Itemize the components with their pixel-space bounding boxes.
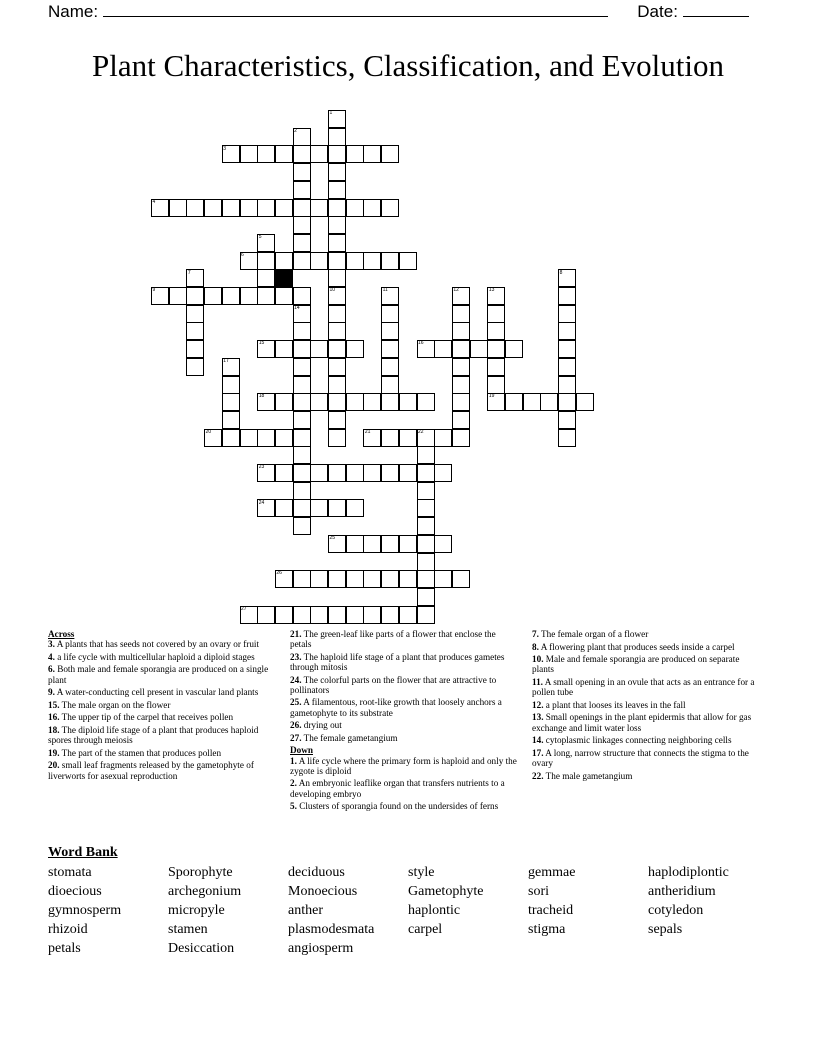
crossword-cell[interactable] bbox=[310, 464, 328, 482]
word-bank-item: archegonium bbox=[168, 884, 242, 899]
crossword-cell[interactable] bbox=[434, 464, 452, 482]
crossword-cell[interactable] bbox=[505, 393, 523, 411]
crossword-cell[interactable] bbox=[381, 570, 399, 588]
clue-down-22: 22. The male gametangium bbox=[532, 770, 633, 781]
clue-across-4: 4. a life cycle with multicellular haploid a diploid stages bbox=[48, 651, 255, 662]
across-heading: Across bbox=[48, 629, 75, 639]
crossword-cell[interactable] bbox=[293, 252, 311, 270]
word-bank-item: carpel bbox=[408, 922, 443, 937]
crossword-cell[interactable] bbox=[399, 252, 417, 270]
crossword-cell[interactable] bbox=[558, 411, 576, 429]
clue-down-11: 11. A small opening in an ovule that acts as an entrance for a pollen tube bbox=[532, 676, 755, 698]
clue-across-6: 6. Both male and female sporangia are produced on a single plant bbox=[48, 664, 269, 685]
crossword-cell[interactable] bbox=[328, 411, 346, 429]
crossword-cell[interactable] bbox=[363, 570, 381, 588]
crossword-cell[interactable] bbox=[222, 287, 240, 305]
crossword-cell[interactable] bbox=[328, 305, 346, 323]
crossword-cell[interactable] bbox=[417, 553, 435, 571]
crossword-cell[interactable] bbox=[363, 535, 381, 553]
crossword-cell[interactable] bbox=[363, 252, 381, 270]
crossword-cell[interactable] bbox=[293, 322, 311, 340]
crossword-cell[interactable] bbox=[328, 393, 346, 411]
clue-across-15: 15. The male organ on the flower bbox=[48, 699, 171, 710]
crossword-cell[interactable] bbox=[222, 393, 240, 411]
crossword-cell[interactable] bbox=[558, 376, 576, 394]
crossword-cell[interactable] bbox=[381, 606, 399, 624]
crossword-cell[interactable] bbox=[222, 376, 240, 394]
crossword-cell[interactable] bbox=[417, 499, 435, 517]
crossword-cell[interactable] bbox=[275, 464, 293, 482]
clue-number: 25 bbox=[329, 535, 336, 541]
clue-number: 27 bbox=[241, 605, 247, 612]
clue-number: 14 bbox=[294, 304, 300, 311]
crossword-cell[interactable] bbox=[275, 252, 293, 270]
crossword-cell[interactable] bbox=[328, 376, 346, 394]
clue-across-25: 25. A filamentous, root-like growth that loosely anchors a gametophyte to its substrate bbox=[290, 697, 502, 718]
clue-number: 21 bbox=[364, 428, 371, 435]
crossword-cell[interactable] bbox=[310, 570, 328, 588]
crossword-cell[interactable] bbox=[363, 464, 381, 482]
page-title: Plant Characteristics, Classification, and Evolution bbox=[92, 48, 724, 83]
clue-number: 15 bbox=[258, 340, 265, 347]
crossword-cell[interactable] bbox=[293, 464, 311, 482]
crossword-cell[interactable] bbox=[293, 376, 311, 394]
crossword-cell[interactable] bbox=[240, 287, 258, 305]
clue-across-9: 9. A water-conducting cell present in vascular land plants bbox=[48, 687, 259, 698]
clue-number: 13 bbox=[488, 287, 495, 294]
crossword-cell[interactable] bbox=[328, 128, 346, 146]
word-bank-item: plasmodesmata bbox=[288, 922, 375, 937]
clue-across-27: 27. The female gametangium bbox=[290, 732, 398, 743]
crossword-cell[interactable] bbox=[487, 305, 505, 323]
word-bank-item: deciduous bbox=[288, 865, 345, 880]
crossword-cell[interactable] bbox=[381, 252, 399, 270]
crossword-cell[interactable] bbox=[310, 340, 328, 358]
word-bank-item: Desiccation bbox=[168, 941, 235, 956]
crossword-cell[interactable] bbox=[293, 482, 311, 500]
crossword-cell[interactable] bbox=[222, 199, 240, 217]
crossword-cell[interactable] bbox=[328, 269, 346, 287]
clue-down-13: 13. Small openings in the plant epidermis that allow for gas exchange and limit water loss bbox=[532, 712, 752, 733]
crossword-cell[interactable] bbox=[452, 429, 470, 447]
crossword-cell[interactable] bbox=[275, 429, 293, 447]
crossword-cell[interactable] bbox=[399, 464, 417, 482]
crossword-cell[interactable] bbox=[558, 429, 576, 447]
crossword-cell[interactable] bbox=[417, 446, 435, 464]
clue-number: 23 bbox=[258, 464, 265, 471]
clue-down-14: 14. cytoplasmic linkages connecting neighboring cells bbox=[532, 735, 732, 746]
crossword-cell[interactable] bbox=[328, 606, 346, 624]
clue-across-20: 20. small leaf fragments released by the gametophyte of liverworts for asexual reproduction bbox=[48, 760, 254, 781]
crossword-cell[interactable] bbox=[558, 358, 576, 376]
name-label: Name: bbox=[48, 2, 99, 21]
word-bank-item: cotyledon bbox=[648, 903, 704, 918]
crossword-cell[interactable] bbox=[293, 216, 311, 234]
crossword-cell[interactable] bbox=[452, 340, 470, 358]
clue-down-5: 5. Clusters of sporangia found on the undersides of ferns bbox=[290, 801, 499, 812]
word-bank-item: Monoecious bbox=[288, 884, 358, 899]
crossword-cell[interactable] bbox=[240, 429, 258, 447]
crossword-cell[interactable] bbox=[417, 588, 435, 606]
clue-down-8: 8. A flowering plant that produces seeds inside a carpel bbox=[532, 641, 735, 652]
crossword-cell[interactable] bbox=[169, 199, 187, 217]
blocked-cell bbox=[275, 269, 293, 287]
word-bank-item: rhizoid bbox=[48, 922, 88, 937]
crossword-cell[interactable] bbox=[293, 181, 311, 199]
crossword-cell[interactable] bbox=[186, 287, 204, 305]
crossword-cell[interactable] bbox=[381, 393, 399, 411]
crossword-cell[interactable] bbox=[346, 570, 364, 588]
crossword-cell[interactable] bbox=[487, 322, 505, 340]
crossword-cell[interactable] bbox=[275, 499, 293, 517]
crossword-cell[interactable] bbox=[346, 499, 364, 517]
down-heading: Down bbox=[290, 745, 313, 756]
crossword-cell[interactable] bbox=[293, 145, 311, 163]
clue-number: 22 bbox=[418, 428, 424, 435]
crossword-cell[interactable] bbox=[346, 145, 364, 163]
crossword-cell[interactable] bbox=[310, 252, 328, 270]
clue-number: 6 bbox=[241, 251, 244, 258]
word-bank-item: haplontic bbox=[408, 903, 461, 918]
clue-across-18: 18. The diploid life stage of a plant that produces haploid spores through meiosis bbox=[48, 724, 259, 746]
crossword-cell[interactable] bbox=[381, 535, 399, 553]
word-bank-item: Sporophyte bbox=[168, 865, 233, 880]
crossword-cell[interactable] bbox=[487, 376, 505, 394]
crossword-cell[interactable] bbox=[293, 606, 311, 624]
crossword-cell[interactable] bbox=[381, 376, 399, 394]
crossword-cell[interactable] bbox=[417, 535, 435, 553]
clue-number: 9 bbox=[152, 287, 156, 294]
clue-number: 10 bbox=[329, 287, 336, 294]
crossword-cell[interactable] bbox=[186, 305, 204, 323]
clue-across-16: 16. The upper tip of the carpel that receives pollen bbox=[48, 712, 234, 723]
crossword-cell[interactable] bbox=[310, 145, 328, 163]
clue-number: 19 bbox=[488, 393, 495, 400]
crossword-cell[interactable] bbox=[328, 570, 346, 588]
crossword-cell[interactable] bbox=[381, 464, 399, 482]
crossword-cell[interactable] bbox=[328, 234, 346, 252]
word-bank-item: stigma bbox=[528, 922, 566, 937]
crossword-cell[interactable] bbox=[452, 322, 470, 340]
clue-number: 3 bbox=[223, 145, 227, 152]
clue-number: 7 bbox=[187, 269, 191, 276]
clue-number: 16 bbox=[418, 340, 424, 347]
crossword-cell[interactable] bbox=[293, 446, 311, 464]
crossword-cell[interactable] bbox=[346, 252, 364, 270]
clue-number: 2 bbox=[294, 127, 297, 134]
crossword-cell[interactable] bbox=[186, 340, 204, 358]
crossword-cell[interactable] bbox=[293, 163, 311, 181]
word-bank-item: Gametophyte bbox=[408, 884, 484, 899]
crossword-cell[interactable] bbox=[186, 199, 204, 217]
clue-down-10: 10. Male and female sporangia are produced on separate plants bbox=[532, 654, 740, 675]
crossword-cell[interactable] bbox=[381, 199, 399, 217]
crossword-cell[interactable] bbox=[222, 429, 240, 447]
word-bank-item: sori bbox=[528, 884, 549, 899]
crossword-cell[interactable] bbox=[434, 340, 452, 358]
crossword-cell[interactable] bbox=[293, 517, 311, 535]
crossword-cell[interactable] bbox=[417, 606, 435, 624]
crossword-cell[interactable] bbox=[310, 393, 328, 411]
crossword-cell[interactable] bbox=[363, 606, 381, 624]
crossword-cell[interactable] bbox=[293, 570, 311, 588]
crossword-cell[interactable] bbox=[169, 287, 187, 305]
clue-across-21: 21. The green-leaf like parts of a flower that enclose the petals bbox=[290, 629, 496, 650]
crossword-cell[interactable] bbox=[275, 606, 293, 624]
crossword-cell[interactable] bbox=[381, 429, 399, 447]
crossword-cell[interactable] bbox=[346, 199, 364, 217]
word-bank-item: dioecious bbox=[48, 884, 102, 899]
word-bank-item: anther bbox=[288, 903, 323, 918]
crossword-cell[interactable] bbox=[275, 199, 293, 217]
crossword-cell[interactable] bbox=[257, 287, 275, 305]
word-bank-item: gemmae bbox=[528, 865, 576, 880]
word-bank-item: sepals bbox=[648, 922, 683, 937]
crossword-cell[interactable] bbox=[293, 499, 311, 517]
crossword-cell[interactable] bbox=[452, 376, 470, 394]
crossword-cell[interactable] bbox=[452, 570, 470, 588]
crossword-cell[interactable] bbox=[363, 199, 381, 217]
word-bank-item: angiosperm bbox=[288, 941, 354, 956]
crossword-cell[interactable] bbox=[452, 305, 470, 323]
crossword-cell[interactable] bbox=[310, 606, 328, 624]
crossword-cell[interactable] bbox=[293, 393, 311, 411]
crossword-cell[interactable] bbox=[417, 482, 435, 500]
crossword-cell[interactable] bbox=[204, 199, 222, 217]
clues-column-3 bbox=[532, 629, 762, 783]
word-bank-item: stomata bbox=[48, 865, 92, 880]
crossword-cell[interactable] bbox=[399, 606, 417, 624]
word-bank-item: style bbox=[408, 865, 435, 880]
crossword-cell[interactable] bbox=[417, 464, 435, 482]
crossword-cell[interactable] bbox=[240, 199, 258, 217]
clue-across-24: 24. The colorful parts on the flower that are attractive to pollinators bbox=[290, 674, 497, 695]
crossword-cell[interactable] bbox=[434, 535, 452, 553]
crossword-cell[interactable] bbox=[417, 517, 435, 535]
clue-number: 1 bbox=[329, 110, 333, 117]
crossword-cell[interactable] bbox=[558, 340, 576, 358]
crossword-cell[interactable] bbox=[558, 393, 576, 411]
clue-across-23: 23. The haploid life stage of a plant that produces gametes through mitosis bbox=[290, 651, 505, 672]
clue-down-2: 2. An embryonic leaflike organ that transfers nutrients to a developing embryo bbox=[290, 778, 505, 799]
clue-number: 4 bbox=[152, 198, 156, 205]
crossword-cell[interactable] bbox=[399, 570, 417, 588]
clue-across-26: 26. drying out bbox=[290, 720, 342, 731]
word-bank-item: micropyle bbox=[168, 903, 225, 918]
clue-number: 8 bbox=[559, 269, 563, 276]
clue-number: 18 bbox=[258, 393, 265, 400]
clue-number: 24 bbox=[258, 499, 265, 506]
crossword-cell[interactable] bbox=[328, 181, 346, 199]
word-bank-item: antheridium bbox=[648, 884, 716, 899]
crossword-cell[interactable] bbox=[293, 358, 311, 376]
clue-number: 12 bbox=[453, 287, 459, 294]
crossword-cell[interactable] bbox=[257, 145, 275, 163]
crossword-cell[interactable] bbox=[381, 322, 399, 340]
crossword-cell[interactable] bbox=[346, 535, 364, 553]
crossword-cell[interactable] bbox=[540, 393, 558, 411]
clue-number: 26 bbox=[276, 570, 282, 577]
clue-number: 11 bbox=[382, 287, 388, 294]
crossword-cell[interactable] bbox=[399, 429, 417, 447]
crossword-cell[interactable] bbox=[328, 163, 346, 181]
crossword-cell[interactable] bbox=[257, 606, 275, 624]
crossword-cell[interactable] bbox=[293, 429, 311, 447]
crossword-cell[interactable] bbox=[310, 199, 328, 217]
crossword-cell[interactable] bbox=[434, 570, 452, 588]
crossword-cell[interactable] bbox=[346, 340, 364, 358]
crossword-cell[interactable] bbox=[293, 199, 311, 217]
crossword-cell[interactable] bbox=[417, 393, 435, 411]
crossword-cell[interactable] bbox=[346, 464, 364, 482]
word-bank-item: tracheid bbox=[528, 903, 574, 918]
crossword-cell[interactable] bbox=[417, 570, 435, 588]
crossword-cell[interactable] bbox=[328, 322, 346, 340]
crossword-cell[interactable] bbox=[558, 287, 576, 305]
crossword-cell[interactable] bbox=[363, 393, 381, 411]
crossword-cell[interactable] bbox=[328, 252, 346, 270]
clue-down-17: 17. A long, narrow structure that connects the stigma to the ovary bbox=[532, 747, 749, 768]
crossword-cell[interactable] bbox=[204, 287, 222, 305]
clue-number: 17 bbox=[223, 358, 229, 364]
crossword-cell[interactable] bbox=[381, 340, 399, 358]
crossword-cell[interactable] bbox=[576, 393, 594, 411]
clues-column-2 bbox=[290, 629, 518, 814]
clue-down-1: 1. A life cycle where the primary form is haploid and only the zygote is diploid bbox=[290, 755, 517, 776]
clue-across-19: 19. The part of the stamen that produces pollen bbox=[48, 747, 222, 758]
crossword-cell[interactable] bbox=[257, 252, 275, 270]
crossword-cell[interactable] bbox=[310, 499, 328, 517]
crossword-cell[interactable] bbox=[275, 287, 293, 305]
crossword-cell[interactable] bbox=[399, 535, 417, 553]
crossword-cell[interactable] bbox=[275, 145, 293, 163]
crossword-cell[interactable] bbox=[328, 499, 346, 517]
crossword-cell[interactable] bbox=[487, 340, 505, 358]
crossword-cell[interactable] bbox=[452, 411, 470, 429]
crossword-cell[interactable] bbox=[558, 305, 576, 323]
crossword-cell[interactable] bbox=[275, 393, 293, 411]
crossword-cell[interactable] bbox=[558, 322, 576, 340]
crossword-cell[interactable] bbox=[293, 340, 311, 358]
crossword-cell[interactable] bbox=[328, 145, 346, 163]
word-bank-item: stamen bbox=[168, 922, 208, 937]
clue-across-3: 3. A plants that has seeds not covered by an ovary or fruit bbox=[48, 639, 260, 650]
crossword-cell[interactable] bbox=[328, 216, 346, 234]
crossword-cell[interactable] bbox=[186, 322, 204, 340]
crossword-cell[interactable] bbox=[523, 393, 541, 411]
clues-column-1 bbox=[48, 629, 270, 783]
crossword-cell[interactable] bbox=[328, 340, 346, 358]
crossword-cell[interactable] bbox=[275, 340, 293, 358]
crossword-cell[interactable] bbox=[328, 464, 346, 482]
crossword-cell[interactable] bbox=[257, 269, 275, 287]
word-bank-item: petals bbox=[48, 941, 81, 956]
crossword-cell[interactable] bbox=[399, 393, 417, 411]
crossword-cell[interactable] bbox=[505, 340, 523, 358]
clue-down-12: 12. a plant that looses its leaves in the fall bbox=[532, 699, 686, 710]
crossword-cell[interactable] bbox=[452, 358, 470, 376]
word-bank-item: gymnosperm bbox=[48, 903, 122, 918]
word-bank-item: haplodiplontic bbox=[648, 865, 729, 880]
crossword-cell[interactable] bbox=[346, 393, 364, 411]
date-label: Date: bbox=[637, 2, 678, 21]
clue-number: 5 bbox=[258, 234, 262, 241]
crossword-cell[interactable] bbox=[452, 393, 470, 411]
crossword-cell[interactable] bbox=[293, 234, 311, 252]
crossword-cell[interactable] bbox=[328, 358, 346, 376]
crossword-cell[interactable] bbox=[381, 305, 399, 323]
crossword-cell[interactable] bbox=[257, 429, 275, 447]
crossword-cell[interactable] bbox=[328, 199, 346, 217]
crossword-cell[interactable] bbox=[240, 145, 258, 163]
crossword-cell[interactable] bbox=[487, 358, 505, 376]
crossword-cell[interactable] bbox=[346, 606, 364, 624]
crossword-cell[interactable] bbox=[434, 429, 452, 447]
crossword-cell[interactable] bbox=[328, 429, 346, 447]
crossword-cell[interactable] bbox=[257, 199, 275, 217]
word-bank-title: Word Bank bbox=[48, 845, 118, 860]
crossword-cell[interactable] bbox=[186, 358, 204, 376]
crossword-cell[interactable] bbox=[222, 411, 240, 429]
crossword-cell[interactable] bbox=[293, 287, 311, 305]
crossword-cell[interactable] bbox=[381, 358, 399, 376]
crossword-cell[interactable] bbox=[470, 340, 488, 358]
crossword-cell[interactable] bbox=[381, 145, 399, 163]
crossword-cell[interactable] bbox=[293, 411, 311, 429]
clue-down-7: 7. The female organ of a flower bbox=[532, 629, 649, 639]
clue-number: 20 bbox=[205, 428, 212, 435]
crossword-cell[interactable] bbox=[363, 145, 381, 163]
